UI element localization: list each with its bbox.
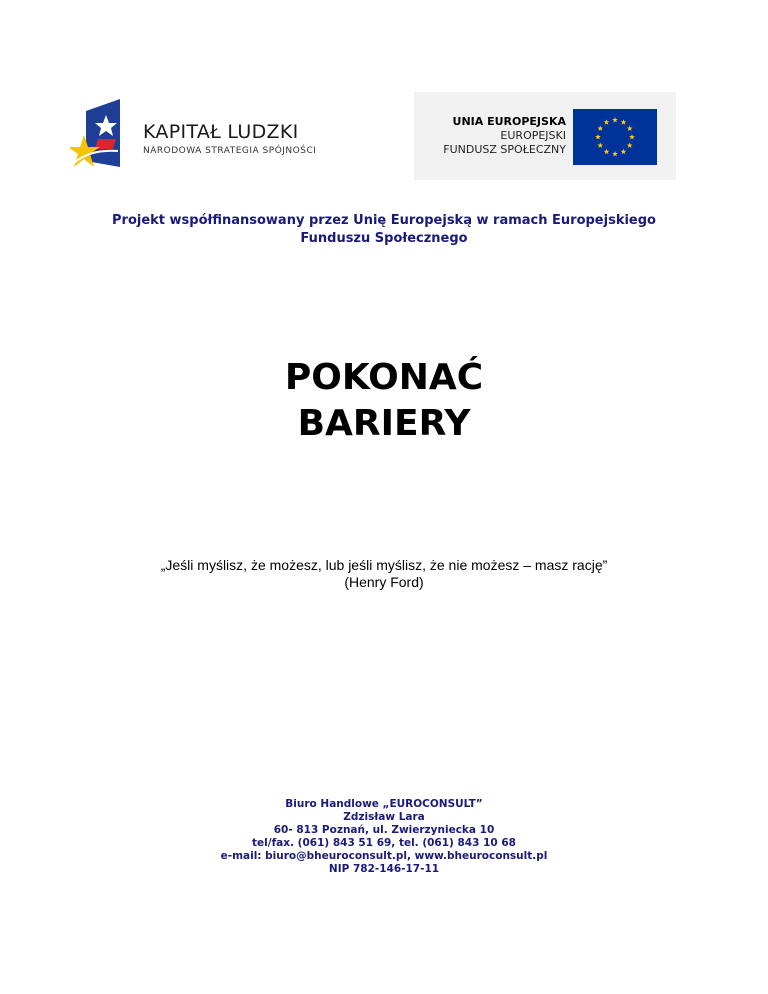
quote-author: (Henry Ford) bbox=[344, 574, 424, 590]
document-title-line1: POKONAĆ bbox=[284, 357, 484, 398]
project-cofinancing-note bbox=[60, 212, 708, 248]
document-title-line2: BARIERY bbox=[297, 403, 471, 444]
quote-text: „Jeśli myślisz, że możesz, lub jeśli myślisz, że nie możesz – masz rację” bbox=[160, 557, 608, 573]
eu-flag-icon bbox=[573, 109, 657, 165]
contact-company: Biuro Handlowe „EUROCONSULT” bbox=[285, 798, 483, 810]
project-note-line1: Projekt współfinansowany przez Unię Europejską w ramach Europejskiego bbox=[112, 213, 656, 228]
kapital-ludzki-logo bbox=[70, 97, 360, 177]
kapital-ludzki-title: KAPITAŁ LUDZKI bbox=[143, 121, 299, 143]
ue-logo-line3: FUNDUSZ SPOŁECZNY bbox=[443, 143, 566, 156]
contact-block bbox=[100, 798, 668, 876]
ue-logo-line2: EUROPEJSKI bbox=[500, 129, 566, 142]
project-note-line2: Funduszu Społecznego bbox=[300, 231, 468, 246]
contact-address: 60- 813 Poznań, ul. Zwierzyniecka 10 bbox=[273, 824, 495, 836]
document-title bbox=[0, 355, 768, 447]
ue-logo-line1: UNIA EUROPEJSKA bbox=[452, 115, 566, 128]
contact-person: Zdzisław Lara bbox=[343, 811, 425, 823]
ue-logo-text bbox=[443, 115, 566, 157]
contact-nip: NIP 782-146-17-11 bbox=[328, 863, 440, 875]
quote-block bbox=[40, 557, 728, 591]
kapital-ludzki-emblem-icon bbox=[70, 97, 130, 177]
contact-email-web: e-mail: biuro@bheuroconsult.pl, www.bheuroconsult.pl bbox=[220, 850, 548, 862]
unia-europejska-logo bbox=[414, 92, 676, 180]
kapital-ludzki-subtitle: NARODOWA STRATEGIA SPÓJNOŚCI bbox=[143, 146, 317, 156]
contact-phones: tel/fax. (061) 843 51 69, tel. (061) 843 10 68 bbox=[252, 837, 516, 849]
